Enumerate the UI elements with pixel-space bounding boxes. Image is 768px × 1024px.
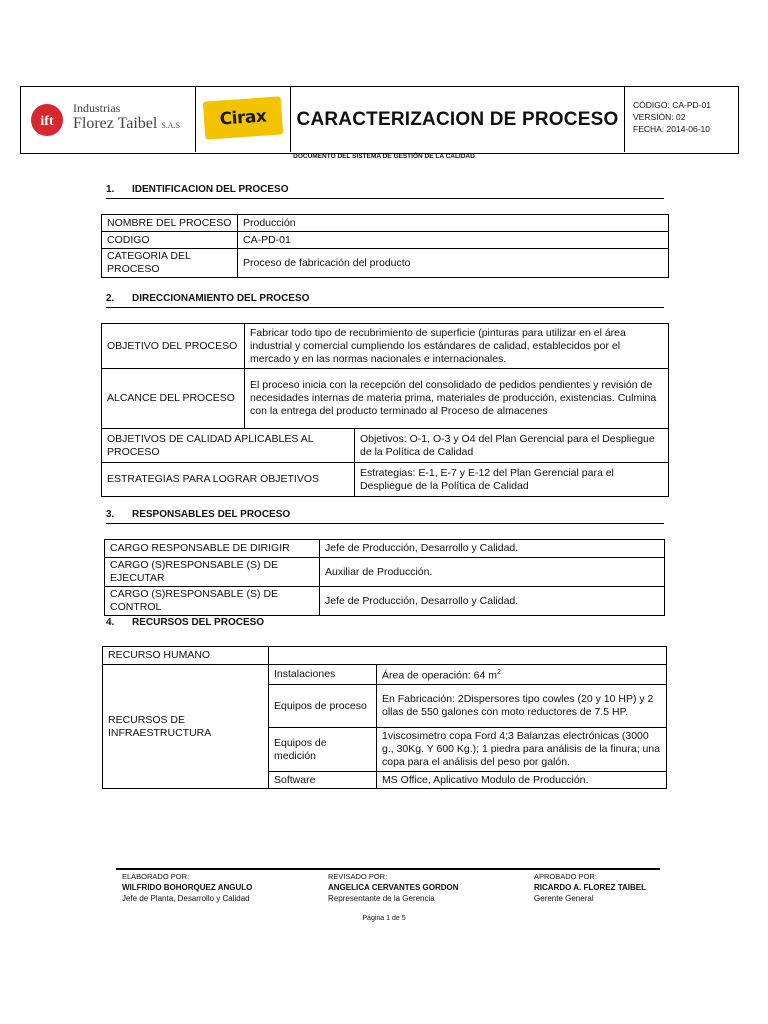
table-value: 1viscosimetro copa Ford 4;3 Balanzas electrónicas (3000 g., 30Kg. Y 600 Kg.); 1 piedra para análisis de la finura; una copa para el análisis del peso por galón.: [377, 728, 667, 772]
company-suffix: S.A.S: [161, 121, 181, 130]
responsables-table: [104, 539, 665, 616]
table-sublabel: Equipos de medición: [269, 728, 377, 772]
table-value: Auxiliar de Producción.: [320, 558, 665, 587]
company-small: Industrias: [73, 101, 121, 115]
page-title: CARACTERIZACION DE PROCESO: [291, 87, 625, 152]
table-label: CARGO (S)RESPONSABLE (S) DE EJECUTAR: [105, 558, 320, 587]
direccionamiento-table: [101, 323, 669, 497]
table-value: Proceso de fabricación del producto: [238, 249, 669, 278]
company-name: [73, 101, 180, 133]
footer-divider: [116, 868, 660, 870]
section-heading-1: 1. IDENTIFICACION DEL PROCESO: [106, 184, 664, 199]
table-label: RECURSOS DE INFRAESTRUCTURA: [103, 665, 269, 789]
document-version: VERSIÓN: 02: [633, 112, 686, 122]
footer-revisado: REVISADO POR: ANGELICA CERVANTES GORDON Representante de la Gerencia: [328, 872, 459, 903]
company-name-main: Florez Taibel: [73, 115, 158, 132]
table-value: Jefe de Producción, Desarrollo y Calidad.: [320, 587, 665, 616]
table-value: El proceso inicia con la recepción del consolidado de pedidos pendientes y revisión de necesidades internas de materia prima, materiales de producción, existencias. Culmina con la entrega del producto terminado al Proceso de almacenes: [245, 369, 669, 429]
table-value: Producción: [238, 215, 669, 232]
table-value: CA-PD-01: [238, 232, 669, 249]
table-row: [102, 369, 669, 429]
table-value: En Fabricación: 2Dispersores tipo cowles (20 y 10 HP) y 2 ollas de 550 galones con moto reductores de 7.5 HP.: [377, 685, 667, 728]
table-value: Jefe de Producción, Desarrollo y Calidad.: [320, 540, 665, 558]
cirax-logo-icon: Cirax: [203, 96, 283, 139]
table-label: ALCANCE DEL PROCESO: [102, 369, 245, 429]
table-sublabel: Instalaciones: [269, 665, 377, 685]
table-row: [105, 587, 665, 616]
document-meta: [625, 87, 737, 152]
table-value: [269, 647, 667, 665]
company-logo: [21, 87, 196, 152]
table-value: Fabricar todo tipo de recubrimiento de superficie (pinturas para utilizar en el área industrial y comercial cumpliendo los estándares de calidad, establecidos por el mercado y en las normas nacionales e internacionales.: [245, 324, 669, 369]
table-sublabel: Equipos de proceso: [269, 685, 377, 728]
table-label: OBJETIVO DEL PROCESO: [102, 324, 245, 369]
table-label: CATEGORIA DEL PROCESO: [102, 249, 238, 278]
section-heading-3: 3. RESPONSABLES DEL PROCESO: [106, 509, 664, 524]
table-label: CODIGO: [102, 232, 238, 249]
footer-elaborado: ELABORADO POR: WILFRIDO BOHORQUEZ ANGULO Jefe de Planta, Desarrollo y Calidad: [122, 872, 253, 903]
table-row: [103, 647, 667, 665]
document-header: [20, 86, 739, 154]
table-label: NOMBRE DEL PROCESO: [102, 215, 238, 232]
table-row: [102, 429, 669, 463]
table-row: [105, 540, 665, 558]
table-value: MS Office, Aplicativo Modulo de Producción.: [377, 772, 667, 789]
table-label: CARGO RESPONSABLE DE DIRIGIR: [105, 540, 320, 558]
table-value: Área de operación: 64 $m^2$: [377, 665, 667, 685]
table-row: [102, 215, 669, 232]
table-row: [102, 463, 669, 497]
table-row: [103, 665, 667, 685]
table-label: RECURSO HUMANO: [103, 647, 269, 665]
section-heading-4: 4. RECURSOS DEL PROCESO: [106, 617, 265, 628]
table-sublabel: Software: [269, 772, 377, 789]
svg-text:ift: ift: [40, 114, 54, 129]
page-number: Página 1 de 5: [362, 915, 406, 922]
document-code: CÓDIGO: CA-PD-01: [633, 100, 711, 110]
table-row: [102, 232, 669, 249]
table-label: OBJETIVOS DE CALIDAD APLICABLES AL PROCESO: [102, 429, 355, 463]
table-row: [102, 249, 669, 278]
table-row: [105, 558, 665, 587]
section-heading-2: 2. DIRECCIONAMIENTO DEL PROCESO: [106, 293, 664, 308]
table-value: Estrategias: E-1, E-7 y E-12 del Plan Gerencial para el Despliegue de la Política de Calidad: [355, 463, 669, 497]
table-row: [102, 324, 669, 369]
document-subtitle: DOCUMENTO DEL SISTEMA DE GESTIÓN DE LA CALIDAD: [293, 153, 475, 160]
table-label: ESTRATEGIAS PARA LOGRAR OBJETIVOS: [102, 463, 355, 497]
document-date: FECHA: 2014-06-10: [633, 124, 711, 134]
table-value: Objetivos: O-1, O-3 y O4 del Plan Gerencial para el Despliegue de la Política de Calidad: [355, 429, 669, 463]
footer-aprobado: APROBADO POR: RICARDO A. FLOREZ TAIBEL Gerente General: [534, 872, 646, 903]
recursos-table: [102, 646, 667, 789]
identificacion-table: [101, 214, 669, 278]
table-label: CARGO (S)RESPONSABLE (S) DE CONTROL: [105, 587, 320, 616]
brand-logo: [196, 87, 291, 152]
ift-logo-icon: [30, 103, 64, 137]
